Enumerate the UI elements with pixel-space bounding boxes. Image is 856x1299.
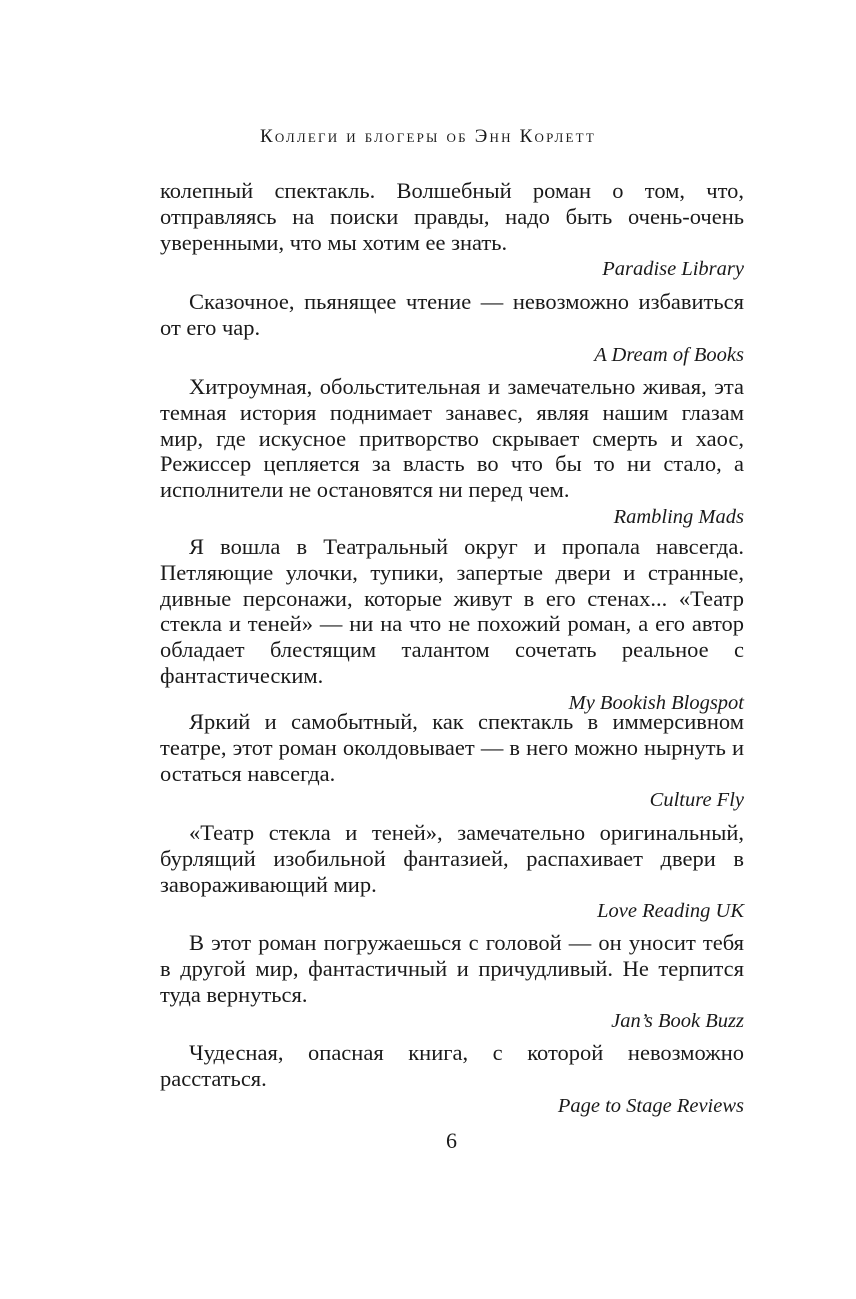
review-text: колепный спектакль. Волшебный роман о том, что, отправляясь на поиски правды, надо быть очень-очень уверенными, что мы хотим ее знать. — [160, 178, 744, 255]
review-2 — [160, 289, 744, 367]
review-3 — [160, 374, 744, 529]
review-text: Сказочное, пьянящее чтение — невозможно избавиться от его чар. — [160, 289, 744, 340]
review-text: «Театр стекла и теней», замечательно оригинальный, бурлящий изобильной фантазией, распахивает двери в завораживающий мир. — [160, 820, 744, 897]
review-source: Paradise Library — [602, 258, 744, 281]
review-1 — [160, 178, 744, 281]
page-number: 6 — [446, 1128, 457, 1153]
review-text: В этот роман погружаешься с головой — он уносит тебя в другой мир, фантастичный и причудливый. Не терпится туда вернуться. — [160, 930, 744, 1007]
review-8 — [160, 1040, 744, 1118]
review-source: A Dream of Books — [594, 343, 744, 366]
review-source: Rambling Mads — [613, 505, 744, 528]
review-4 — [160, 534, 744, 715]
review-text: Яркий и самобытный, как спектакль в иммерсивном театре, этот роман околдовывает — в него можно нырнуть и остаться навсегда. — [160, 709, 744, 786]
review-7 — [160, 930, 744, 1033]
review-5 — [160, 709, 744, 812]
review-6 — [160, 820, 744, 923]
review-source: Page to Stage Reviews — [557, 1094, 744, 1117]
review-source: Culture Fly — [649, 789, 744, 812]
review-source: Love Reading UK — [597, 900, 744, 923]
review-source: My Bookish Blogspot — [568, 691, 744, 714]
review-text: Хитроумная, обольстительная и замечательно живая, эта темная история поднимает занавес, являя нашим глазам мир, где искусное притворство скрывает смерть и хаос, Режиссер цепляется за власть во что бы то ни стало, а исполнители не остановятся ни перед чем. — [160, 374, 744, 503]
review-text: Я вошла в Театральный округ и пропала навсегда. Петляющие улочки, тупики, запертые двери и странные, дивные персонажи, которые живут в его стенах... «Театр стекла и теней» — ни на что не похожий роман, а его автор обладает блестящим талантом сочетать реальное с фантастическим. — [160, 534, 744, 688]
running-head: Коллеги и блогеры об Энн Корлетт — [260, 126, 596, 147]
review-source: Jan’s Book Buzz — [611, 1010, 744, 1033]
review-text: Чудесная, опасная книга, с которой невозможно расстаться. — [160, 1040, 744, 1091]
